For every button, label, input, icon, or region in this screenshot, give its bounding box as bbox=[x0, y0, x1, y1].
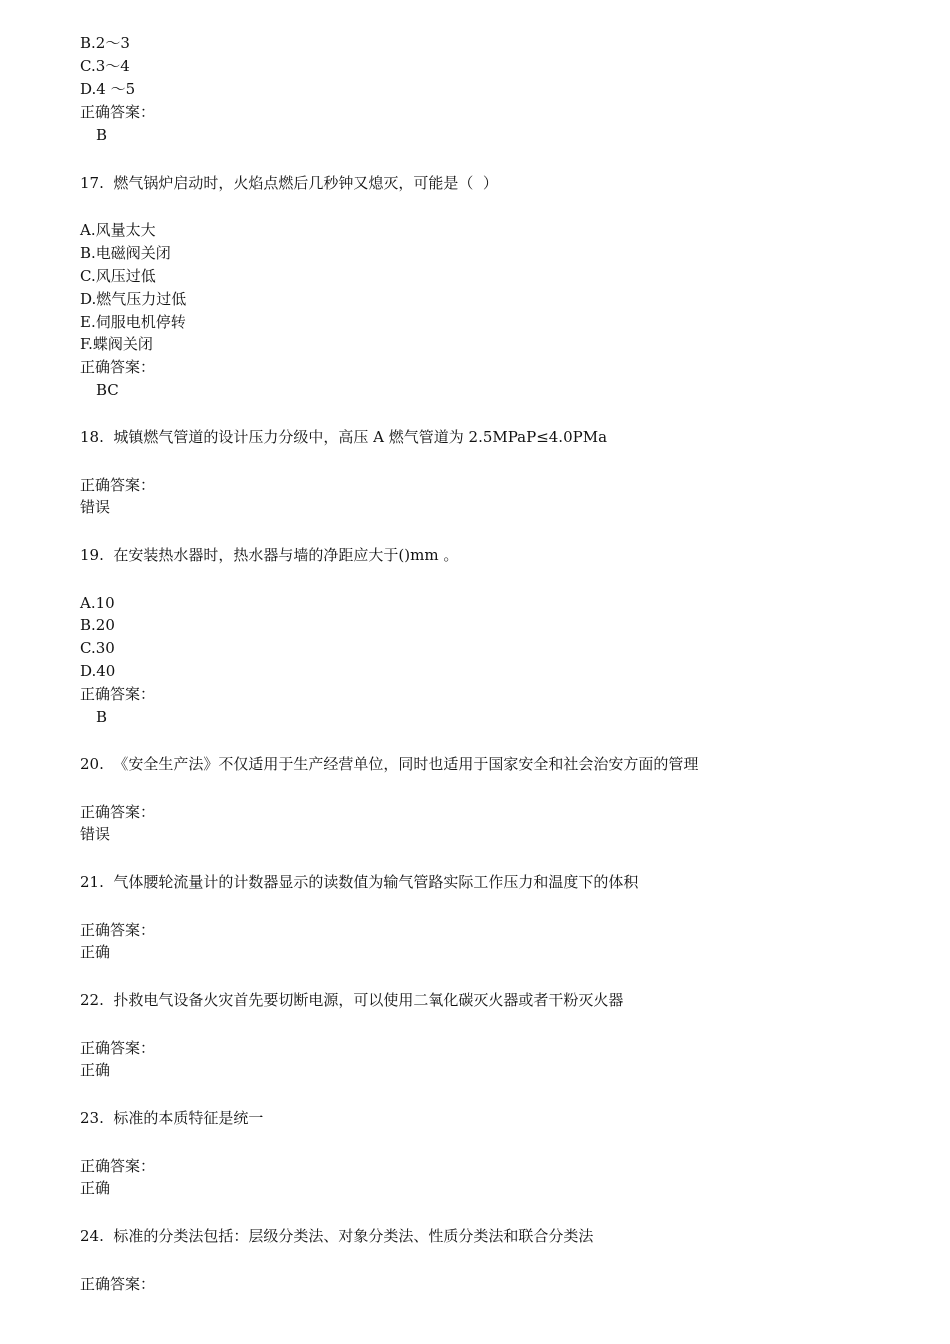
question-text: 18. 城镇燃气管道的设计压力分级中，高压 A 燃气管道为 2.5MPaP≤4.0PMa bbox=[80, 428, 608, 446]
question-text: 21. 气体腰轮流量计的计数器显示的读数值为输气管路实际工作压力和温度下的体积 bbox=[80, 873, 639, 891]
option: B.20 bbox=[80, 616, 115, 634]
option: C.风压过低 bbox=[80, 267, 156, 285]
answer-value: BC bbox=[96, 381, 119, 399]
answer-label: 正确答案： bbox=[80, 1275, 156, 1293]
option: D.4 ～5 bbox=[80, 80, 136, 98]
option: E.伺服电机停转 bbox=[80, 313, 186, 331]
answer-label: 正确答案： bbox=[80, 1157, 156, 1175]
question-text: 22. 扑救电气设备火灾首先要切断电源，可以使用二氧化碳灭火器或者干粉灭火器 bbox=[80, 991, 624, 1009]
answer-value: B bbox=[96, 708, 108, 726]
question-text: 23. 标准的本质特征是统一 bbox=[80, 1109, 264, 1127]
answer-label: 正确答案： bbox=[80, 358, 156, 376]
option: D.燃气压力过低 bbox=[80, 290, 187, 308]
answer-value: 正确 bbox=[80, 1179, 111, 1197]
option: D.40 bbox=[80, 662, 116, 680]
question-text: 17. 燃气锅炉启动时，火焰点燃后几秒钟又熄灭，可能是（ ） bbox=[80, 174, 498, 192]
answer-label: 正确答案： bbox=[80, 476, 156, 494]
option: F.蝶阀关闭 bbox=[80, 335, 153, 353]
answer-value: 错误 bbox=[80, 498, 111, 516]
question-text: 19. 在安装热水器时，热水器与墙的净距应大于()mm 。 bbox=[80, 546, 459, 564]
answer-label: 正确答案： bbox=[80, 803, 156, 821]
option: B.2～3 bbox=[80, 34, 130, 52]
answer-value: 正确 bbox=[80, 1061, 111, 1079]
answer-label: 正确答案： bbox=[80, 921, 156, 939]
answer-value: B bbox=[96, 126, 108, 144]
option: C.3～4 bbox=[80, 57, 130, 75]
option: A.10 bbox=[80, 594, 115, 612]
answer-value: 正确 bbox=[80, 943, 111, 961]
option: C.30 bbox=[80, 639, 115, 657]
question-text: 24. 标准的分类法包括：层级分类法、对象分类法、性质分类法和联合分类法 bbox=[80, 1227, 594, 1245]
answer-label: 正确答案： bbox=[80, 685, 156, 703]
answer-value: 错误 bbox=[80, 825, 111, 843]
answer-label: 正确答案： bbox=[80, 103, 156, 121]
answer-label: 正确答案： bbox=[80, 1039, 156, 1057]
option: A.风量太大 bbox=[80, 221, 156, 239]
question-text: 20. 《安全生产法》不仅适用于生产经营单位，同时也适用于国家安全和社会治安方面的管理 bbox=[80, 755, 699, 773]
option: B.电磁阀关闭 bbox=[80, 244, 171, 262]
